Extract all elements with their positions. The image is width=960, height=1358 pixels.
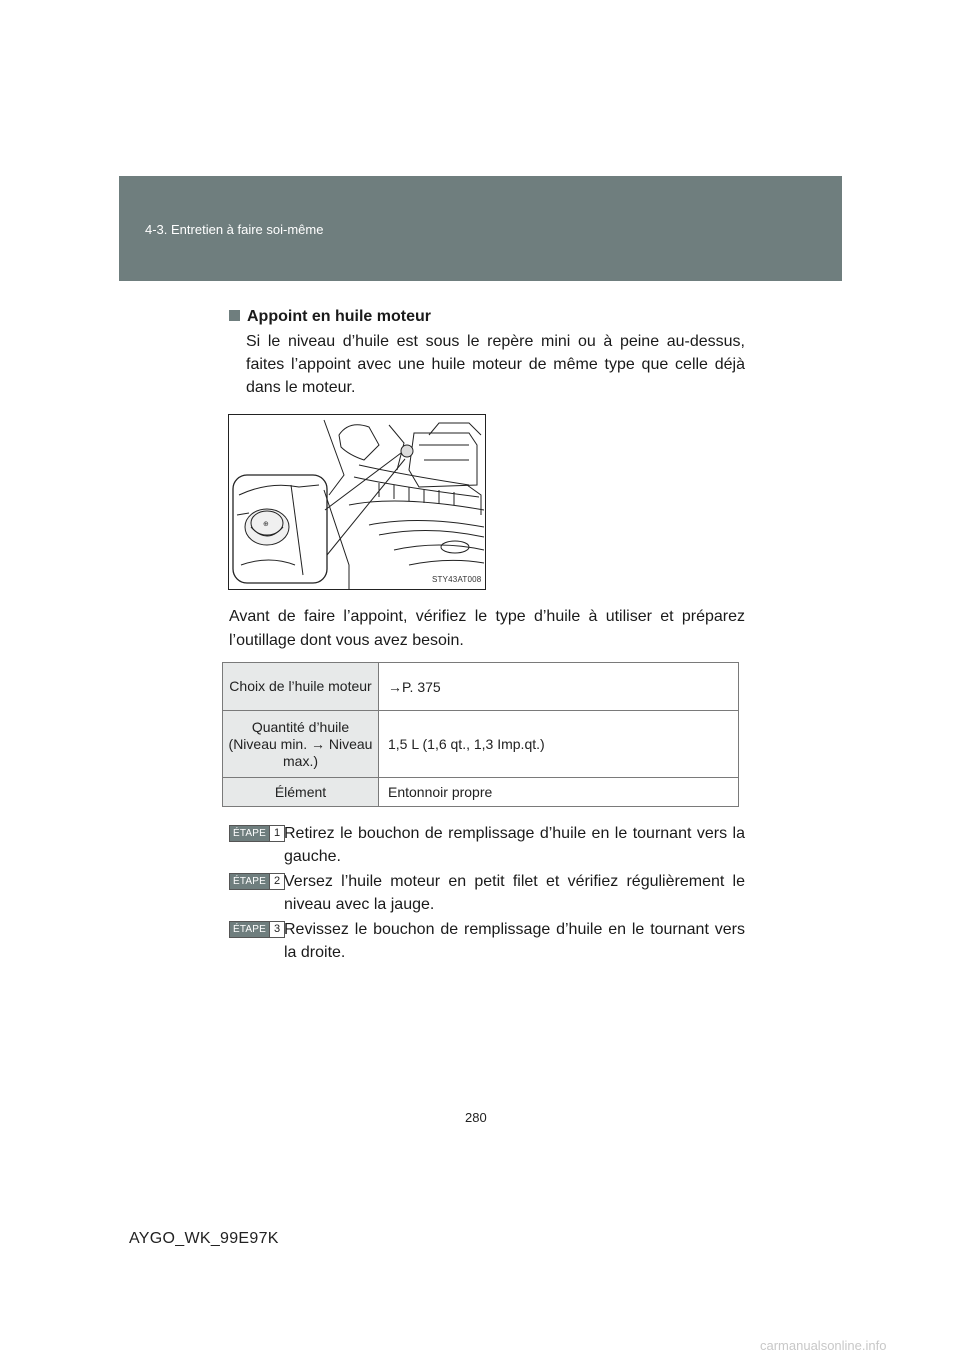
table-value-cell: Entonnoir propre — [379, 778, 739, 807]
table-label-cell: Choix de l’huile moteur — [223, 663, 379, 711]
header-band — [119, 176, 842, 281]
section-heading — [229, 305, 745, 328]
figure-code: STY43AT008 — [432, 575, 482, 584]
step-text: Versez l’huile moteur en petit filet et vérifiez régulièrement le niveau avec la jauge. — [284, 873, 745, 913]
table-label-cell: Quantité d’huile (Niveau min. → Niveau max.) — [223, 711, 379, 778]
table-value-cell: →P. 375 — [379, 663, 739, 711]
engine-bay-drawing — [229, 415, 485, 589]
step-2 — [229, 870, 745, 916]
watermark: carmanualsonline.info — [760, 1338, 887, 1353]
table-row — [223, 663, 739, 711]
preparation-paragraph: Avant de faire l’appoint, vérifiez le type d’huile à utiliser et préparez l’outillage dont vous avez besoin. — [229, 608, 745, 649]
step-badge: ÉTAPE 1 — [229, 825, 285, 842]
step-badge: ÉTAPE 3 — [229, 921, 285, 938]
engine-oil-cap-illustration — [228, 414, 486, 590]
step-badge: ÉTAPE 2 — [229, 873, 285, 890]
table-row — [223, 711, 739, 778]
breadcrumb: 4-3. Entretien à faire soi-même — [145, 222, 324, 237]
intro-paragraph: Si le niveau d’huile est sous le repère mini ou à peine au-dessus, faites l’appoint avec une huile moteur de même type que celle déjà dans le moteur. — [246, 333, 745, 396]
step-text: Retirez le bouchon de remplissage d’huile en le tournant vers la gauche. — [284, 825, 745, 865]
step-3 — [229, 918, 745, 964]
step-text: Revissez le bouchon de remplissage d’huile en le tournant vers la droite. — [284, 921, 745, 961]
table-row — [223, 778, 739, 807]
page-number: 280 — [465, 1110, 487, 1125]
square-bullet-icon — [229, 310, 240, 321]
table-label-cell: Élément — [223, 778, 379, 807]
svg-text:⊕: ⊕ — [263, 520, 269, 528]
document-code: AYGO_WK_99E97K — [129, 1230, 279, 1247]
section-heading-text: Appoint en huile moteur — [247, 308, 431, 325]
table-value-cell: 1,5 L (1,6 qt., 1,3 Imp.qt.) — [379, 711, 739, 778]
step-1 — [229, 822, 745, 868]
oil-spec-table — [222, 662, 739, 807]
